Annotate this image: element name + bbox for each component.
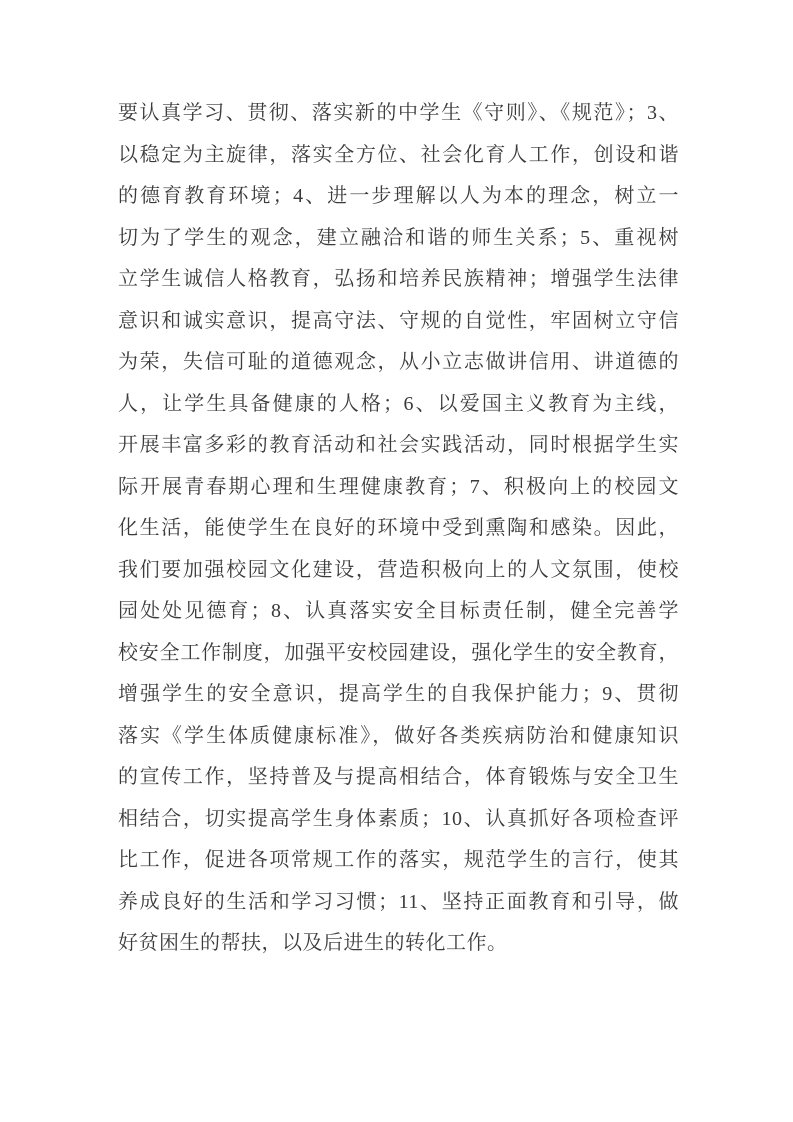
paragraph: [118, 93, 679, 965]
text-line: 人，让学生具备健康的人格；6、以爱国主义教育为主线，: [118, 392, 679, 415]
text-line: 意识和诚实意识，提高守法、守规的自觉性，牢固树立守信: [118, 309, 679, 332]
text-line: 化生活，能使学生在良好的环境中受到熏陶和感染。因此，: [118, 517, 679, 539]
text-line: 开展丰富多彩的教育活动和社会实践活动，同时根据学生实: [118, 434, 679, 456]
text-line: 校安全工作制度，加强平安校园建设，强化学生的安全教育，: [118, 641, 679, 664]
text-line: 以稳定为主旋律，落实全方位、社会化育人工作，创设和谐: [118, 143, 679, 166]
text-line: 为荣，失信可耻的道德观念，从小立志做讲信用、讲道德的: [118, 351, 679, 373]
text-line: 的德育教育环境；4、进一步理解以人为本的理念，树立一: [118, 185, 679, 207]
text-line: 切为了学生的观念，建立融洽和谐的师生关系；5、重视树: [118, 226, 679, 249]
text-line: 落实《学生体质健康标准》，做好各类疾病防治和健康知识: [118, 724, 679, 747]
text-line: 相结合，切实提高学生身体素质；10、认真抓好各项检查评: [118, 807, 679, 830]
text-line: 的宣传工作，坚持普及与提高相结合，体育锻炼与安全卫生: [118, 766, 679, 788]
text-line: 比工作，促进各项常规工作的落实，规范学生的言行，使其: [118, 849, 679, 871]
text-line: 际开展青春期心理和生理健康教育；7、积极向上的校园文: [118, 475, 679, 498]
text-line: 要认真学习、贯彻、落实新的中学生《守则》、《规范》；3、: [118, 102, 679, 124]
text-line: 好贫困生的帮扶，以及后进生的转化工作。: [118, 932, 508, 954]
text-line: 立学生诚信人格教育，弘扬和培养民族精神；增强学生法律: [118, 268, 679, 290]
text-line: 我们要加强校园文化建设，营造积极向上的人文氛围，使校: [118, 558, 679, 581]
text-line: 养成良好的生活和学习习惯；11、坚持正面教育和引导，做: [118, 890, 679, 913]
text-line: 增强学生的安全意识，提高学生的自我保护能力；9、贯彻: [118, 683, 679, 705]
text-line: 园处处见德育；8、认真落实安全目标责任制，健全完善学: [118, 600, 679, 622]
